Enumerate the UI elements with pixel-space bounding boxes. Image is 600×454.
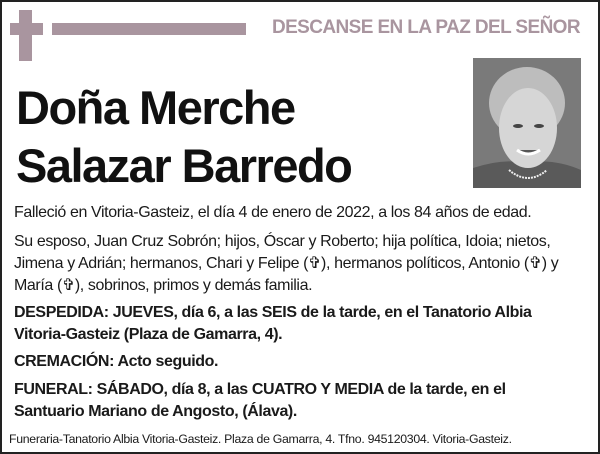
cross-horizontal <box>10 23 43 35</box>
death-notice: Falleció en Vitoria-Gasteiz, el día 4 de enero de 2022, a los 84 años de edad. <box>14 204 532 221</box>
family-paragraph <box>14 231 589 297</box>
funeral-line: FUNERAL: SÁBADO, día 8, a las CUATRO Y MEDIA de la tarde, en el <box>14 381 506 398</box>
family-line: María (✞), sobrinos, primos y demás familia. <box>14 277 313 294</box>
despedida-line: DESPEDIDA: JUEVES, día 6, a las SEIS de la tarde, en el Tanatorio Albia <box>14 304 532 321</box>
deceased-name-line1: Doña Merche <box>16 81 295 134</box>
header-divider-bar <box>52 23 246 35</box>
funeral-home-footer: Funeraria-Tanatorio Albia Vitoria-Gasteiz. Plaza de Gamarra, 4. Tfno. 945120304. Vitoria-Gasteiz. <box>9 432 512 446</box>
despedida-paragraph <box>14 302 589 346</box>
funeral-paragraph <box>14 379 589 423</box>
tagline: DESCANSE EN LA PAZ DEL SEÑOR <box>271 17 580 38</box>
deceased-photo <box>473 58 581 188</box>
despedida-line: Vitoria-Gasteiz (Plaza de Gamarra, 4). <box>14 326 283 343</box>
cremacion-paragraph: CREMACIÓN: Acto seguido. <box>14 353 219 370</box>
family-line: Jimena y Adrián; hermanos, Chari y Felipe (✞), hermanos políticos, Antonio (✞) y <box>14 255 559 272</box>
cross-vertical <box>19 10 32 61</box>
portrait-image <box>473 58 581 188</box>
family-line: Su esposo, Juan Cruz Sobrón; hijos, Óscar y Roberto; hija política, Idoia; nietos, <box>14 233 551 250</box>
funeral-line: Santuario Mariano de Angosto, (Álava). <box>14 403 297 420</box>
deceased-name-line2: Salazar Barredo <box>16 139 352 192</box>
